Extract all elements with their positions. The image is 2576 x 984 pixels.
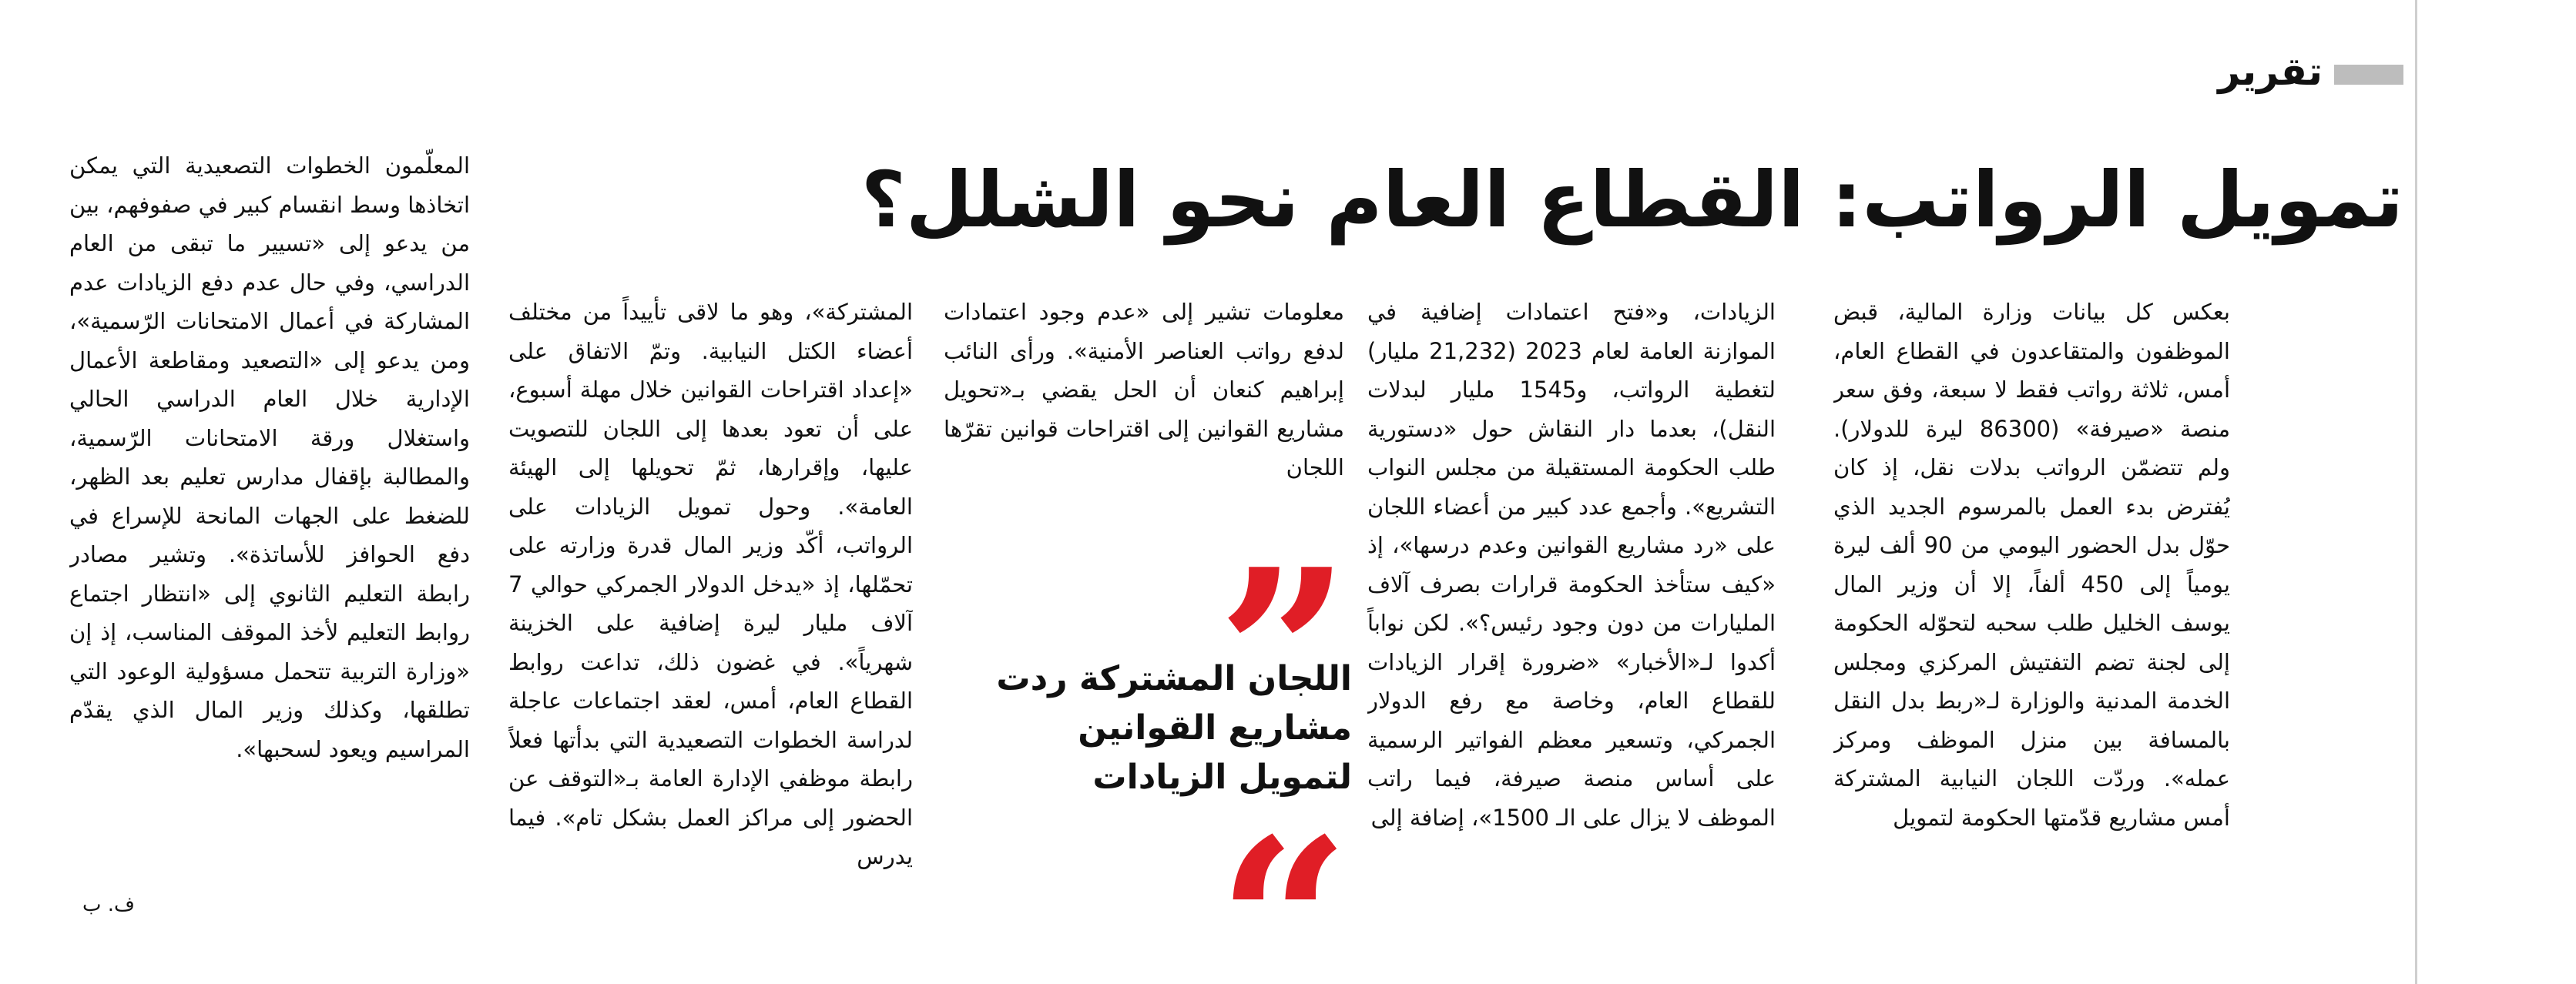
- page-edge-divider: [2415, 0, 2417, 984]
- article-column-3: [944, 293, 1344, 524]
- section-marker-bar: [2334, 65, 2403, 85]
- article-paragraph: المشتركة»، وهو ما لاقى تأييداً من مختلف أعضاء الكتل النيابية. وتمّ الاتفاق على «إعداد اقتراحات القوانين خلال مهلة أسبوع، على أن تعود بعدها إلى اللجان للتصويت عليها، وإقرارها، ثمّ تحويلها إلى الهيئة العامة». وحول تمويل الزيادات على الرواتب، أكّد وزير المال قدرة وزارته على تحمّلها، إذ «يدخل الدولار الجمركي حوالي 7 آلاف مليار ليرة إضافية على الخزينة شهرياً». في غضون ذلك، تداعت روابط القطاع العام، أمس، لعقد اجتماعات عاجلة لدراسة الخطوات التصعيدية التي بدأتها فعلاً رابطة موظفي الإدارة العامة بـ«التوقف عن الحضور إلى مراكز العمل بشكل تام». فيما يدرس: [508, 299, 913, 869]
- headline: تمويل الرواتب: القطاع العام نحو الشلل؟: [860, 155, 2403, 245]
- article-column-2: [1367, 293, 1776, 962]
- article-column-5: [69, 146, 470, 885]
- article-paragraph: الزيادات، و«فتح اعتمادات إضافية في الموازنة العامة لعام 2023 (21,232 مليار) لتغطية الرواتب، و1545 مليار لبدلات النقل)، بعدما دار النقاش حول «دستورية طلب الحكومة المستقيلة من مجلس النواب التشريع». وأجمع عدد كبير من أعضاء اللجان على «رد مشاريع القوانين وعدم درسها»، إذ «كيف ستأخذ الحكومة قرارات بصرف آلاف المليارات من دون وجود رئيس؟». لكن نواباً أكدوا لـ«الأخبار» «ضرورة إقرار الزيادات للقطاع العام، وخاصة مع رفع الدولار الجمركي، وتسعير معظم الفواتير الرسمية على أساس منصة صيرفة، فيما راتب الموظف لا يزال على الـ 1500»، إضافة إلى: [1367, 299, 1776, 831]
- article-column-4: [508, 293, 913, 924]
- author-initials: ف. ب: [82, 893, 135, 916]
- section-label: تقرير: [2218, 49, 2323, 94]
- opening-quote-icon: [1217, 539, 1356, 654]
- article-paragraph: معلومات تشير إلى «عدم وجود اعتمادات لدفع رواتب العناصر الأمنية». ورأى النائب إبراهيم كنعان أن الحل يقضي بـ«تحويل مشاريع القوانين إلى اقتراحات قوانين تقرّها اللجان: [944, 299, 1344, 480]
- closing-quote-icon: [1217, 808, 1356, 924]
- article-column-1: [1833, 293, 2230, 924]
- article-paragraph: بعكس كل بيانات وزارة المالية، قبض الموظفون والمتقاعدون في القطاع العام، أمس، ثلاثة رواتب فقط لا سبعة، وفق سعر منصة «صيرفة» (86300 ليرة للدولار). ولم تتضمّن الرواتب بدلات نقل، إذ كان يُفترض بدء العمل بالمرسوم الجديد الذي حوّل بدل الحضور اليومي من 90 ألف ليرة يومياً إلى 450 ألفاً، إلا أن وزير المال يوسف الخليل طلب سحبه لتحوّله الحكومة إلى لجنة تضم التفتيش المركزي ومجلس الخدمة المدنية والوزارة لـ«ربط بدل النقل بالمسافة بين منزل الموظف ومركز عمله». وردّت اللجان النيابية المشتركة أمس مشاريع قدّمتها الحكومة لتمويل: [1833, 299, 2230, 831]
- article-paragraph: المعلّمون الخطوات التصعيدية التي يمكن اتخاذها وسط انقسام كبير في صفوفهم، بين من يدعو إلى «تسيير ما تبقى من العام الدراسي، وفي حال عدم دفع الزيادات عدم المشاركة في أعمال الامتحانات الرّسمية»، ومن يدعو إلى «التصعيد ومقاطعة الأعمال الإدارية خلال العام الدراسي الحالي واستغلال ورقة الامتحانات الرّسمية، والمطالبة بإقفال مدارس تعليم بعد الظهر، للضغط على الجهات المانحة للإسراع في دفع الحوافز للأساتذة». وتشير مصادر رابطة التعليم الثانوي إلى «انتظار اجتماع روابط التعليم لأخذ الموقف المناسب، إذ إن «وزارة التربية تتحمل مسؤولية الوعود التي تطلقها، وكذلك وزير المال الذي يقدّم المراسيم ويعود لسحبها».: [69, 152, 470, 762]
- pull-quote: اللجان المشتركة ردت مشاريع القوانين لتمويل الزيادات: [996, 659, 1352, 797]
